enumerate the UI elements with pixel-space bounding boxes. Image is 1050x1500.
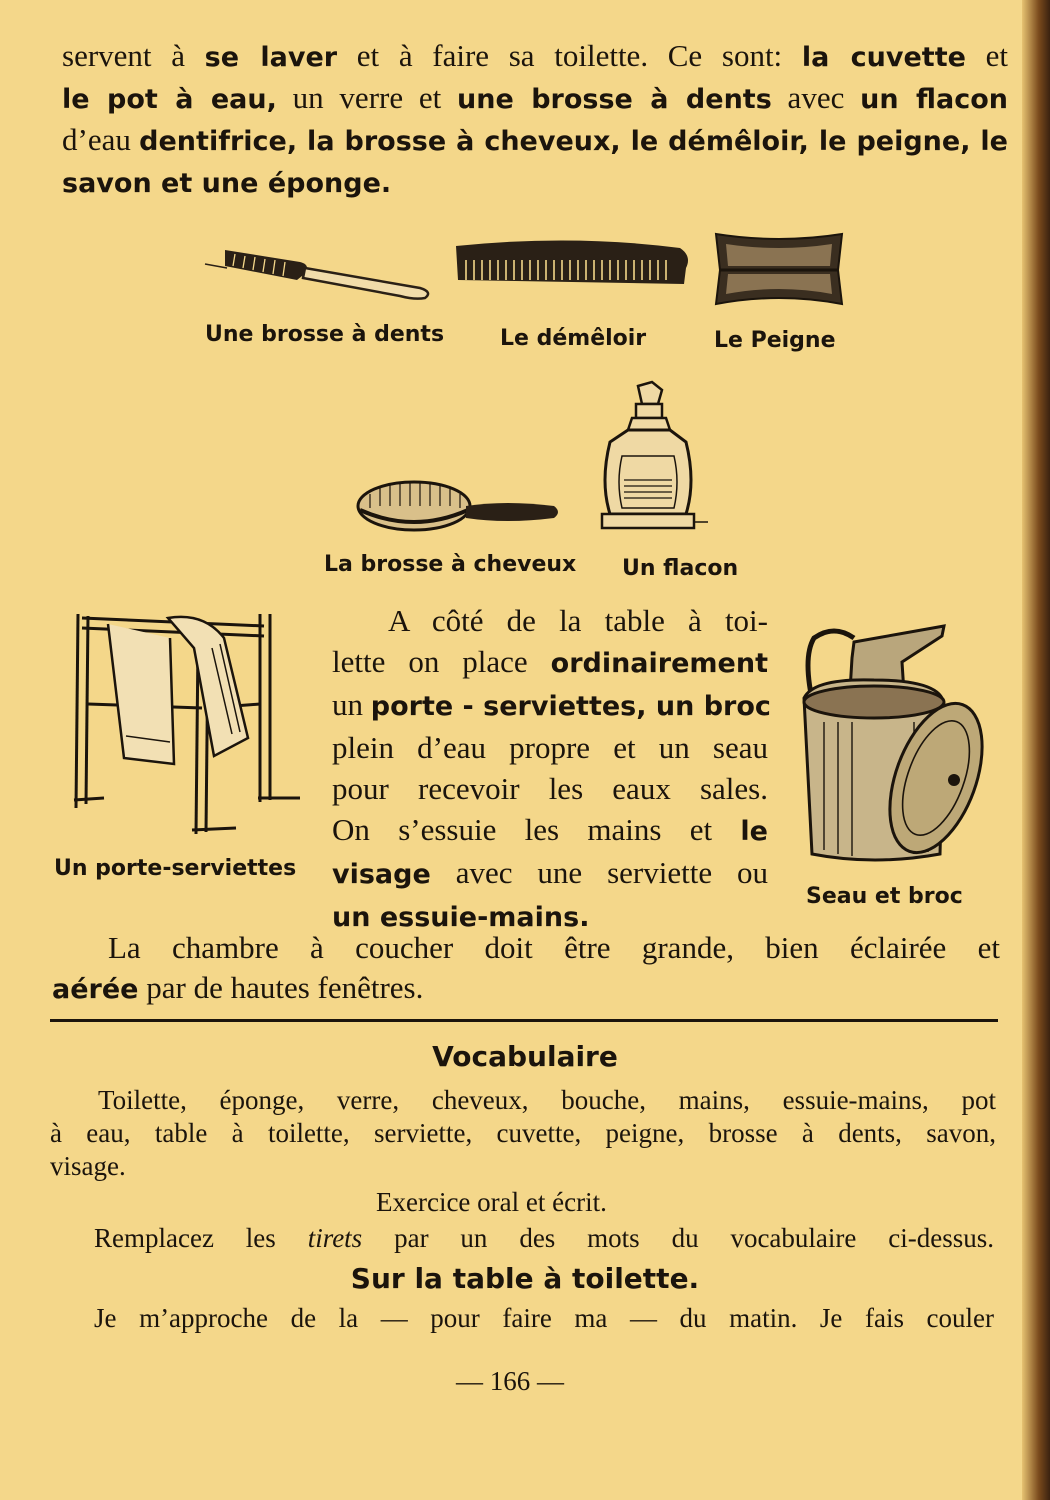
exercice-instruction: Remplacez les tirets par un des mots du vocabulaire ci-dessus. bbox=[94, 1223, 994, 1253]
caption-hairbrush: La brosse à cheveux bbox=[324, 552, 577, 577]
chambre-line-2: aérée par de hautes fenêtres. bbox=[52, 970, 424, 1005]
chambre-paragraph bbox=[52, 928, 1000, 1010]
caption-towel-rack: Un porte-serviettes bbox=[54, 856, 297, 881]
peigne-illustration bbox=[712, 230, 846, 308]
caption-seau-broc: Seau et broc bbox=[806, 884, 963, 909]
intro-line-2: le pot à eau, un verre et une brosse à dents avec un flacon bbox=[62, 80, 1009, 115]
section-divider bbox=[50, 1019, 998, 1022]
intro-line-4: savon et une éponge. bbox=[62, 168, 392, 199]
intro-line-1: servent à se laver et à faire sa toilette. Ce sont: la cuvette et bbox=[62, 38, 1008, 73]
vocabulaire-list bbox=[50, 1084, 996, 1183]
caption-toothbrush: Une brosse à dents bbox=[205, 322, 445, 347]
page-number: — 166 — bbox=[456, 1366, 564, 1396]
toothbrush-illustration bbox=[205, 232, 435, 302]
vocab-line-1: Toilette, éponge, verre, cheveux, bouche, mains, essuie-mains, pot bbox=[98, 1085, 996, 1115]
caption-demeloir: Le démêloir bbox=[500, 326, 647, 351]
exercice-last-line: Je m’approche de la — pour faire ma — du matin. Je fais couler bbox=[94, 1303, 994, 1333]
towel-rack-illustration bbox=[64, 608, 304, 840]
chambre-line-1: La chambre à coucher doit être grande, bien éclairée et bbox=[108, 930, 1000, 965]
comb-illustration bbox=[452, 236, 692, 290]
hairbrush-illustration bbox=[356, 472, 566, 534]
middle-line-7: visage avec une serviette ou bbox=[332, 855, 768, 890]
intro-line-3: d’eau dentifrice, la brosse à cheveux, le démêloir, le peigne, le bbox=[62, 122, 1008, 157]
seau-broc-illustration bbox=[794, 618, 984, 866]
exercice-title: Exercice oral et écrit. bbox=[376, 1187, 607, 1217]
middle-line-1: A côté de la table à toi- bbox=[388, 603, 768, 638]
middle-line-3: un porte - serviettes, un broc bbox=[332, 687, 771, 722]
flacon-illustration bbox=[596, 382, 710, 534]
middle-line-8: un essuie-mains. bbox=[332, 902, 590, 933]
vocab-line-3: visage. bbox=[50, 1151, 126, 1181]
middle-line-5: pour recevoir les eaux sales. bbox=[332, 771, 768, 806]
caption-flacon: Un flacon bbox=[622, 556, 739, 581]
middle-line-2: lette on place ordinairement bbox=[332, 644, 768, 679]
middle-paragraph bbox=[332, 600, 771, 938]
middle-line-6: On s’essuie les mains et le bbox=[332, 812, 768, 847]
vocab-line-2: à eau, table à toilette, serviette, cuvette, peigne, brosse à dents, savon, bbox=[50, 1118, 996, 1148]
vocabulaire-heading: Vocabulaire bbox=[432, 1040, 618, 1073]
caption-peigne: Le Peigne bbox=[714, 328, 836, 353]
exercice-subheading: Sur la table à toilette. bbox=[350, 1262, 700, 1295]
intro-paragraph bbox=[62, 36, 1008, 204]
middle-line-4: plein d’eau propre et un seau bbox=[332, 730, 768, 765]
